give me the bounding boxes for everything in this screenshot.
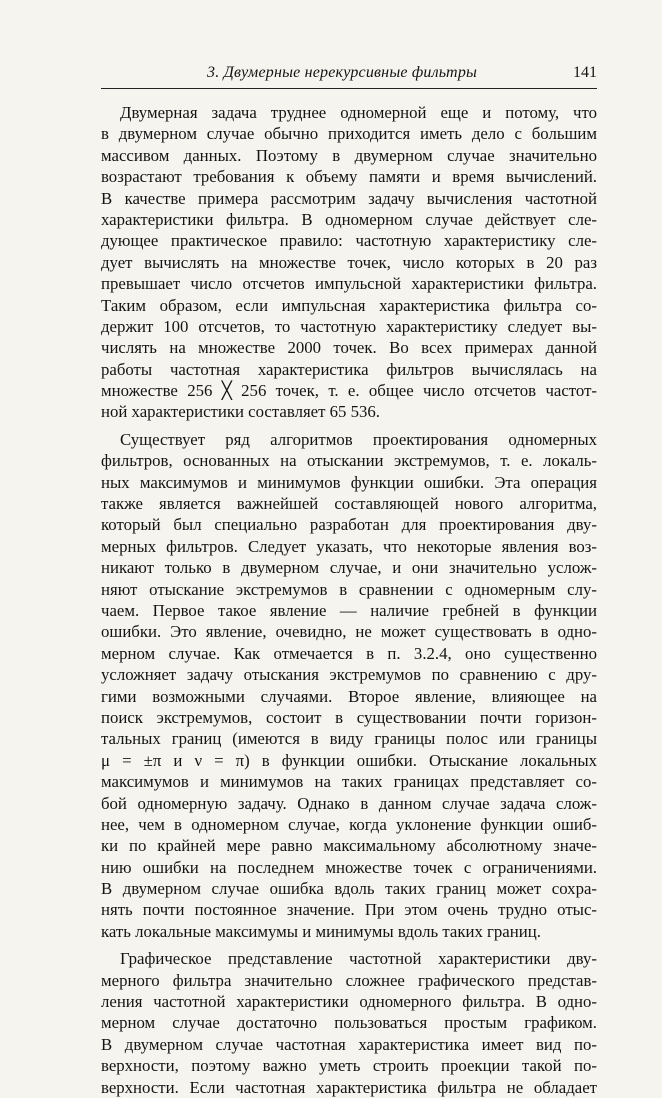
text-line: множестве 256 ╳ 256 точек, т. е. общее число отсчетов частот- bbox=[101, 381, 597, 401]
text-line: фильтров, основанных на отыскании экстремумов, т. е. локаль- bbox=[101, 451, 597, 471]
text-line: который был специально разработан для проектирования дву- bbox=[101, 515, 597, 535]
text-line: мерных фильтров. Следует указать, что некоторые явления воз- bbox=[101, 536, 597, 556]
text-line: верхности. Если частотная характеристика фильтра не обладает bbox=[101, 1077, 597, 1097]
text-line: кать локальные максимумы и минимумы вдоль таких границ. bbox=[101, 921, 541, 941]
text-line: няют отыскание экстремумов в сравнении с одномерным слу- bbox=[101, 579, 597, 599]
text-line: тальных границ (имеются в виду границы полос или границы bbox=[101, 729, 597, 749]
text-line: никают только в двумерном случае, и они значительно услож- bbox=[101, 558, 597, 578]
text-line: ной характеристики составляет 65 536. bbox=[101, 402, 380, 422]
text-line: В качестве примера рассмотрим задачу вычисления частотной bbox=[101, 188, 597, 208]
running-head bbox=[101, 62, 597, 86]
text-line: Таким образом, если импульсная характеристика фильтра со- bbox=[101, 295, 597, 315]
text-line: В двумерном случае ошибка вдоль таких границ может сохра- bbox=[101, 879, 597, 899]
text-line: нять почти постоянное значение. При этом очень трудно отыс- bbox=[101, 900, 597, 920]
page-number: 141 bbox=[573, 64, 597, 81]
text-line: также является важнейшей составляющей нового алгоритма, bbox=[101, 494, 597, 514]
text-line: характеристики фильтра. В одномерном случае действует сле- bbox=[101, 209, 597, 229]
header-rule bbox=[101, 88, 597, 89]
text-line: ошибки. Это явление, очевидно, не может существовать в одно- bbox=[101, 622, 597, 642]
text-line: бой одномерную задачу. Однако в данном случае задача слож- bbox=[101, 793, 597, 813]
running-title: 3. Двумерные нерекурсивные фильтры bbox=[207, 64, 478, 81]
text-line: верхности, поэтому важно уметь строить проекции такой по- bbox=[101, 1056, 597, 1076]
text-line: Графическое представление частотной характеристики дву- bbox=[120, 949, 597, 969]
text-line: чаем. Первое такое явление — наличие гребней в функции bbox=[101, 600, 597, 620]
text-line: дующее практическое правило: частотную характеристику сле- bbox=[101, 231, 597, 251]
text-line: мерного фильтра значительно сложнее графического представ- bbox=[101, 970, 597, 990]
text-line: работы частотная характеристика фильтров вычислялась на bbox=[101, 359, 597, 379]
text-line: возрастают требования к объему памяти и время вычислений. bbox=[101, 167, 597, 187]
text-line: мерном случае. Как отмечается в п. 3.2.4, оно существенно bbox=[101, 643, 597, 663]
text-line: держит 100 отсчетов, то частотную характеристику следует вы- bbox=[101, 316, 597, 336]
text-line: превышает число отсчетов импульсной характеристики фильтра. bbox=[101, 274, 597, 294]
body-text bbox=[101, 102, 597, 1098]
text-line: числять на множестве 2000 точек. Во всех примерах данной bbox=[101, 338, 597, 358]
text-line: мерном случае достаточно пользоваться простым графиком. bbox=[101, 1013, 597, 1033]
text-line: в двумерном случае обычно приходится иметь дело с большим bbox=[101, 124, 597, 144]
text-line: дует вычислять на множестве точек, число которых в 20 раз bbox=[101, 252, 597, 272]
text-line: μ = ±π и ν = π) в функции ошибки. Отыскание локальных bbox=[101, 750, 597, 770]
text-line: максимумов и минимумов на таких границах представляет со- bbox=[101, 772, 597, 792]
text-line: гими возможными случаями. Второе явление, влияющее на bbox=[101, 686, 597, 706]
text-line: Существует ряд алгоритмов проектирования одномерных bbox=[120, 429, 597, 449]
text-line: Двумерная задача труднее одномерной еще и потому, что bbox=[120, 103, 597, 122]
text-line: усложняет задачу отыскания экстремумов по сравнению с дру- bbox=[101, 665, 597, 685]
text-line: ления частотной характеристики одномерного фильтра. В одно- bbox=[101, 992, 597, 1012]
text-line: В двумерном случае частотная характеристика имеет вид по- bbox=[101, 1034, 597, 1054]
text-line: ных максимумов и минимумов функции ошибки. Эта операция bbox=[101, 472, 597, 492]
text-line: массивом данных. Поэтому в двумерном случае значительно bbox=[101, 145, 597, 165]
text-line: нее, чем в одномерном случае, когда уклонение функции ошиб- bbox=[101, 814, 597, 834]
text-line: ки по крайней мере равно максимальному абсолютному значе- bbox=[101, 836, 597, 856]
text-line: поиск экстремумов, состоит в существовании почти горизон- bbox=[101, 707, 597, 727]
text-line: нию ошибки на последнем множестве точек с ограничениями. bbox=[101, 857, 597, 877]
